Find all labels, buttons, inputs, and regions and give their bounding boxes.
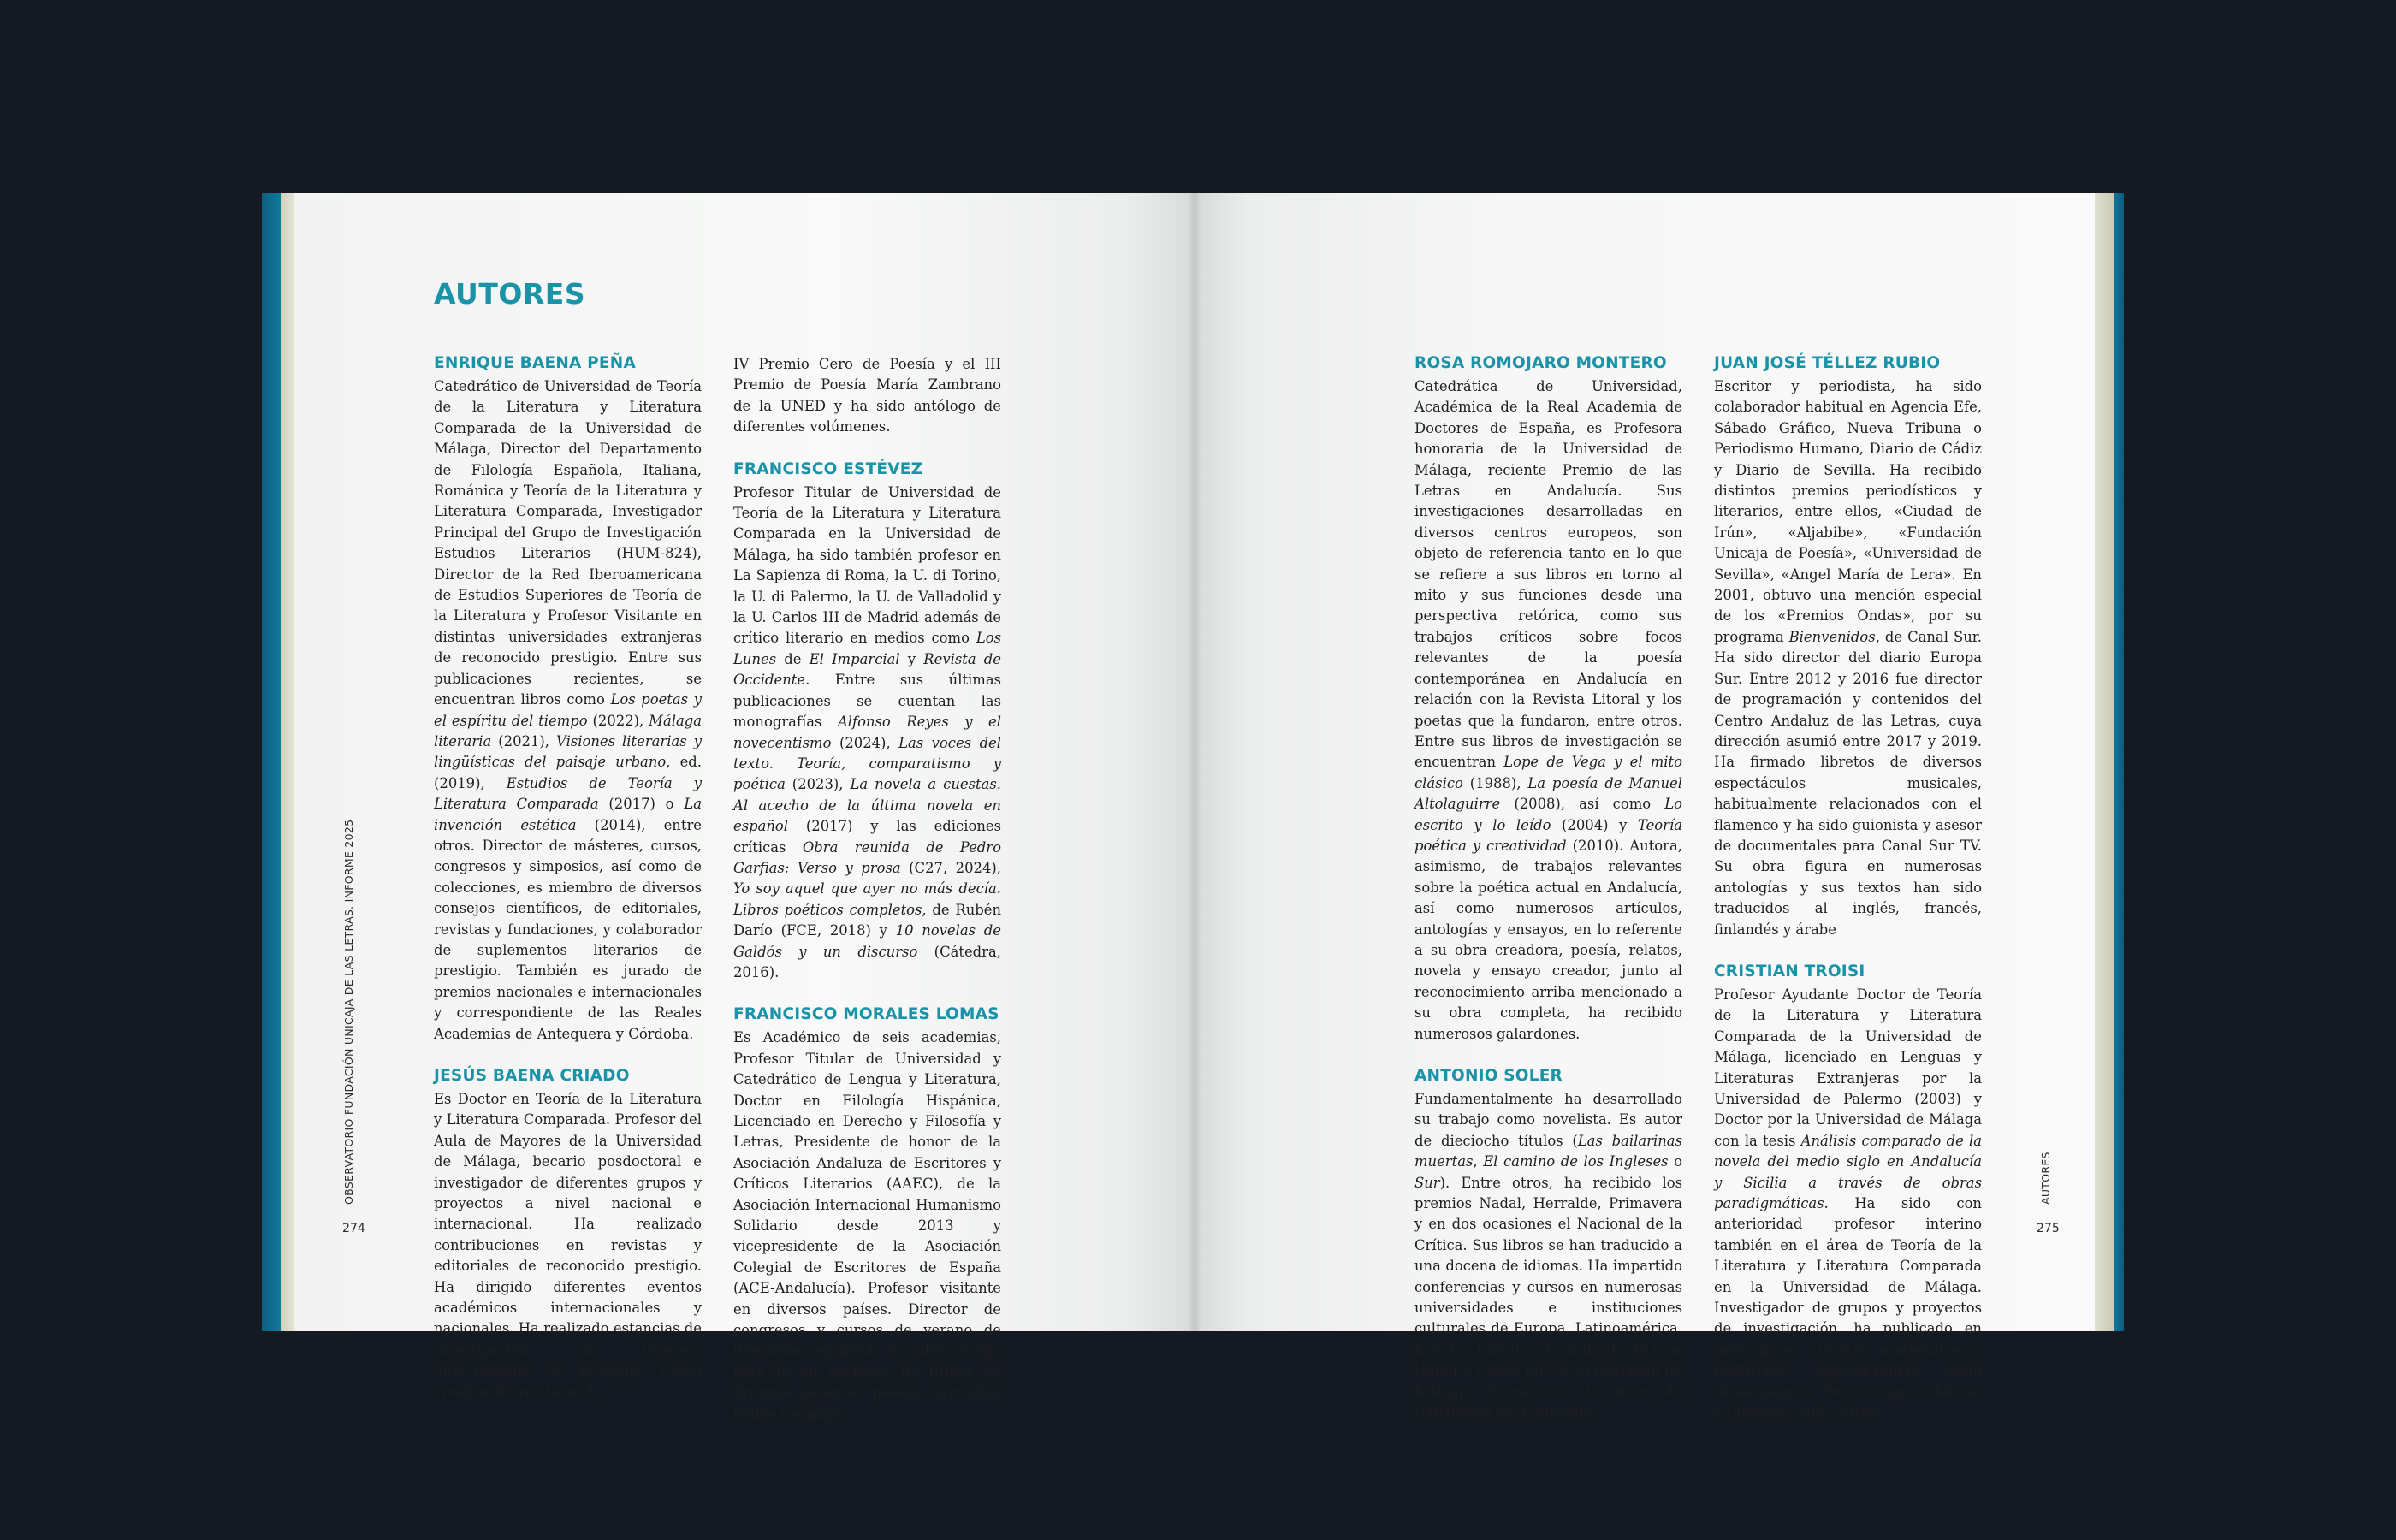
author-bio: Profesor Titular de Universidad de Teoría de la Literatura y Literatura Comparada en la Universidad de Málaga, ha sido también profesor en La Sapienza di Roma, la U. di Torino, la U. di Palermo, la U. de Valladolid y la U. Carlos III de Madrid además de crítico literario en medios como Los Lunes de El Imparcial y Revista de Occidente. Entre sus últimas publicaciones se cuentan las monografías Alfonso Reyes y el novecentismo (2024), Las voces del texto. Teoría, comparatismo y poética (2023), La novela a cuestas. Al acecho de la última novela en español (2017) y las ediciones críticas Obra reunida de Pedro Garfias: Verso y prosa (C27, 2024), Yo soy aquel que ayer no más decía. Libros poéticos completos, de Rubén Darío (FCE, 2018) y 10 novelas de Galdós y un discurso (Cátedra, 2016). xyxy=(733,483,1001,980)
page-block-edge-left xyxy=(281,193,294,1331)
author-entry xyxy=(733,460,1001,984)
author-entry-continued xyxy=(733,354,1001,438)
author-entry xyxy=(1714,962,1982,1424)
author-bio: Catedrático de Universidad de Teoría de la Literatura y Literatura Comparada de la Universidad de Málaga, Director del Departamento de Filología Española, Italiana, Románica y Teoría de la Literatura y Literatura Comparada, Investigador Principal del Grupo de Investigación Estudios Literarios (HUM-824), Director de la Red Iberoamericana de Estudios Superiores de Teoría de la Literatura y Profesor Visitante en distintas universidades extranjeras de reconocido prestigio. Entre sus publicaciones recientes, se encuentran libros como Los poetas y el espíritu del tiempo (2022), Málaga literaria (2021), Visiones literarias y lingüísticas del paisaje urbano, ed. (2019), Estudios de Teoría y Literatura Comparada (2017) o La invención estética (2014), entre otros. Director de másteres, cursos, congresos y simposios, así como de colecciones, es miembro de diversos consejos científicos, de editoriales, revistas y fundaciones, y colaborador de suplementos literarios de prestigio. También es jurado de premios nacionales e internacionales y correspondiente de las Reales Academias de Antequera y Córdoba. xyxy=(434,378,702,1042)
author-name: FRANCISCO ESTÉVEZ xyxy=(733,459,923,478)
author-name: JESÚS BAENA CRIADO xyxy=(434,1067,630,1085)
right-page xyxy=(1195,193,2095,1421)
author-name: ROSA ROMOJARO MONTERO xyxy=(1414,354,1667,372)
author-name: ANTONIO SOLER xyxy=(1414,1067,1563,1085)
spine-gutter xyxy=(1188,193,1201,1331)
author-bio: Catedrática de Universidad, Académica de la Real Academia de Doctores de España, es Profesora honoraria de la Universidad de Málaga, reciente Premio de las Letras en Andalucía. Sus investigaciones desarrolladas en diversos centros europeos, son objeto de referencia tanto en lo que se refiere a sus libros en torno al mito y sus funciones desde una perspectiva retórica, como sus trabajos críticos sobre focos relevantes de la poesía contemporánea en Andalucía en relación con la Revista Litoral y los poetas que la fundaron, entre otros. Entre sus libros de investigación se encuentran Lope de Vega y el mito clásico (1988), La poesía de Manuel Altolaguirre (2008), así como Lo escrito y lo leído (2004) y Teoría poética y creatividad (2010). Autora, asimismo, de trabajos relevantes sobre la poética actual en Andalucía, así como numerosos artículos, antologías y ensayos, en lo referente a su obra creadora, poesía, relatos, novela y ensayo creador, junto al reconocimiento arriba mencionado a su obra completa, ha recibido numerosos galardones. xyxy=(1414,378,1682,1042)
author-bio: Es Académico de seis academias, Profesor Titular de Universidad y Catedrático de Lengua y Literatura, Doctor en Filología Hispánica, Licenciado en Derecho y Filosofía y Letras, Presidente de honor de la Asociación Andaluza de Escritores y Críticos Literarios (AAEC), de la Asociación Internacional Humanismo Solidario desde 2013 y vicepresidente de la Asociación Colegial de Escritores de España (ACE-Andalucía). Profesor visitante en diversos países. Director de congresos y cursos de verano de literatura española. Su obra ocupa más de un centenar de títulos en diversos géneros: poesía, narrativa, teatro y ensayo. xyxy=(733,1029,1001,1422)
cover-edge-right xyxy=(2114,193,2124,1331)
author-bio: Fundamentalmente ha desarrollado su trabajo como novelista. Es autor de dieciocho títulos (Las bailarinas muertas, El camino de los Ingleses o Sur). Entre otros, ha recibido los premios Nadal, Herralde, Primavera y en dos ocasiones el Nacional de la Crítica. Sus libros se han traducido a una docena de idiomas. Ha impartido conferencias y cursos en numerosas universidades e instituciones culturales de Europa, Latinoamérica, Estados Unidos y Canadá. Es Doctor Honoris Causa por la Universidad de Málaga. Pertenece a la Orden de Caballeros del Finnegans. xyxy=(1414,1091,1683,1421)
running-head-left: OBSERVATORIO FUNDACIÓN UNICAJA DE LAS LETRAS. INFORME 2025 xyxy=(342,819,355,1205)
left-page xyxy=(294,193,1195,1422)
author-entry xyxy=(733,1005,1001,1424)
author-bio: Es Doctor en Teoría de la Literatura y Literatura Comparada. Profesor del Aula de Mayores de la Universidad de Málaga, becario posdoctoral e investigador de diferentes grupos y proyectos a nivel nacional e internacional. Ha realizado contribuciones en revistas y editoriales de reconocido prestigio. Ha dirigido diferentes eventos académicos internacionales y nacionales. Ha realizado estancias de investigación en diversas universidades de prestigio. Como creador, ha recibido el xyxy=(434,1091,702,1400)
author-name: ENRIQUE BAENA PEÑA xyxy=(434,354,636,372)
author-name: CRISTIAN TROISI xyxy=(1714,962,1865,980)
right-column-2 xyxy=(1714,354,1982,1446)
author-name: JUAN JOSÉ TÉLLEZ RUBIO xyxy=(1714,354,1941,372)
author-entry xyxy=(1414,354,1682,1045)
page-block-edge-right xyxy=(2095,193,2114,1331)
left-column-1 xyxy=(434,354,702,1424)
author-entry xyxy=(434,1067,702,1402)
author-bio: Profesor Ayudante Doctor de Teoría de la Literatura y Literatura Comparada de la Universidad de Málaga, licenciado en Lenguas y Literaturas Extranjeras por la Universidad de Palermo (2003) y Doctor por la Universidad de Málaga con la tesis Análisis comparado de la novela del medio siglo en Andalucía y Sicilia a través de obras paradigmáticas. Ha sido con anterioridad profesor interino también en el área de Teoría de la Literatura y Literatura Comparada en la Universidad de Málaga. Investigador de grupos y proyectos de investigación, ha publicado en prestigiosas revistas académicas y editoriales especializadas como Renacimiento, Peter Lang, Dykinson y Comares, entre otras. xyxy=(1714,986,1982,1421)
left-column-2 xyxy=(733,354,1001,1447)
page-number-right: 275 xyxy=(2037,1222,2060,1235)
author-entry xyxy=(434,354,702,1045)
author-bio: IV Premio Cero de Poesía y el III Premio de Poesía María Zambrano de la UNED y ha sido antólogo de diferentes volúmenes. xyxy=(733,356,1001,435)
book-spread xyxy=(262,193,2124,1422)
author-entry xyxy=(1714,354,1982,940)
author-name: FRANCISCO MORALES LOMAS xyxy=(733,1005,999,1024)
page-number-left: 274 xyxy=(342,1222,365,1235)
section-title: AUTORES xyxy=(434,277,586,311)
author-bio: Escritor y periodista, ha sido colaborador habitual en Agencia Efe, Sábado Gráfico, Nueva Tribuna o Periodismo Humano, Diario de Cádiz y Diario de Sevilla. Ha recibido distintos premios periodísticos y literarios, entre ellos, «Ciudad de Irún», «Aljabibe», «Fundación Unicaja de Poesía», «Universidad de Sevilla», «Angel María de Lera». En 2001, obtuvo una mención especial de los «Premios Ondas», por su programa Bienvenidos, de Canal Sur. Ha sido director del diario Europa Sur. Entre 2012 y 2016 fue director de programación y contenidos del Centro Andaluz de las Letras, cuya dirección asumió entre 2017 y 2019. Ha firmado libretos de diversos espectáculos musicales, habitualmente relacionados con el flamenco y ha sido guionista y asesor de documentales para Canal Sur TV. Su obra figura en numerosas antologías y sus textos han sido traducidos al inglés, francés, finlandés y árabe xyxy=(1714,378,1982,938)
right-column-1 xyxy=(1414,354,1682,1446)
cover-edge-left xyxy=(262,193,281,1331)
running-head-right: AUTORES xyxy=(2039,1152,2052,1205)
author-entry xyxy=(1414,1067,1682,1424)
